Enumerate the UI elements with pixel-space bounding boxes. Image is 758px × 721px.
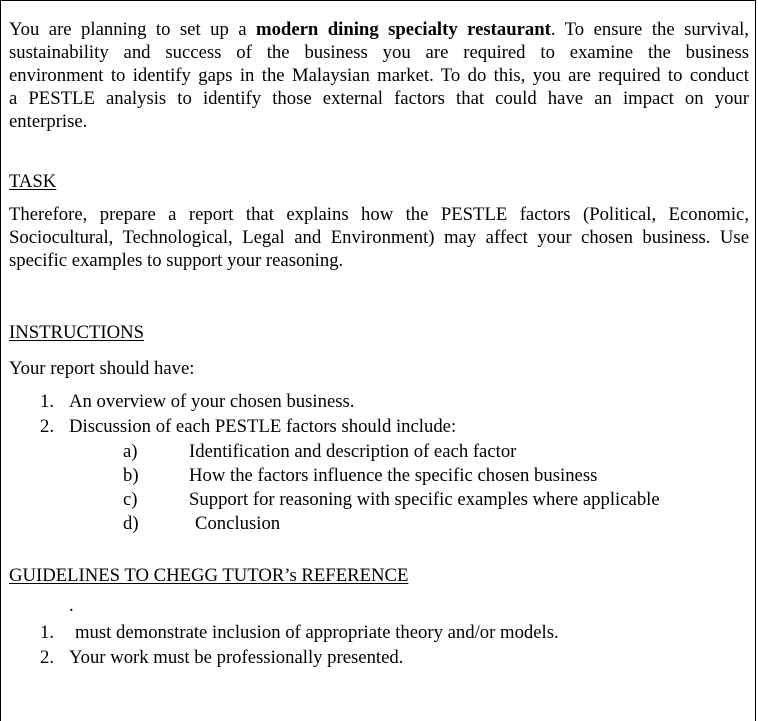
instructions-lead: Your report should have: (9, 358, 195, 379)
task-heading: TASK (9, 171, 57, 192)
subitem-b: How the factors influence the specific chosen business (189, 465, 598, 486)
instruction-number-2: 2. (40, 416, 55, 437)
instruction-item-2: Discussion of each PESTLE factors should include: (69, 416, 457, 437)
task-line-1: Therefore, prepare a report that explains how the PESTLE factors (Political, Economic, (9, 204, 749, 225)
intro-paragraph (9, 18, 749, 133)
guideline-number-2: 2. (40, 647, 55, 668)
task-line-3: specific examples to support your reasoning. (9, 250, 344, 271)
guideline-item-2: Your work must be professionally presented. (69, 647, 404, 668)
intro-line-4: a PESTLE analysis to identify those external factors that could have an impact on your (9, 88, 749, 109)
instructions-heading: INSTRUCTIONS (9, 322, 144, 343)
intro-line-5: enterprise. (9, 111, 88, 132)
instruction-item-1: An overview of your chosen business. (69, 391, 355, 412)
subitem-d: Conclusion (195, 513, 281, 534)
subitem-letter-b: b) (123, 465, 139, 486)
instruction-number-1: 1. (40, 391, 55, 412)
guideline-item-1: must demonstrate inclusion of appropriate theory and/or models. (75, 622, 559, 643)
intro-line-3: environment to identify gaps in the Malaysian market. To do this, you are required to conduct (9, 65, 749, 86)
subitem-letter-d: d) (123, 513, 139, 534)
guidelines-dot: . (69, 595, 74, 616)
subitem-a: Identification and description of each factor (189, 441, 517, 462)
task-line-2: Sociocultural, Technological, Legal and Environment) may affect your chosen business. Use (9, 227, 749, 248)
subitem-c: Support for reasoning with specific examples where applicable (189, 489, 660, 510)
restaurant-type: modern dining specialty restaurant (256, 19, 551, 40)
subitem-letter-c: c) (123, 489, 138, 510)
guidelines-heading: GUIDELINES TO CHEGG TUTOR’s REFERENCE (9, 565, 409, 586)
intro-line-1: You are planning to set up a modern dining specialty restaurant. To ensure the survival, (9, 19, 749, 40)
intro-line-2: sustainability and success of the business you are required to examine the business (9, 42, 749, 63)
subitem-letter-a: a) (123, 441, 138, 462)
task-paragraph (9, 203, 749, 272)
guideline-number-1: 1. (40, 622, 55, 643)
